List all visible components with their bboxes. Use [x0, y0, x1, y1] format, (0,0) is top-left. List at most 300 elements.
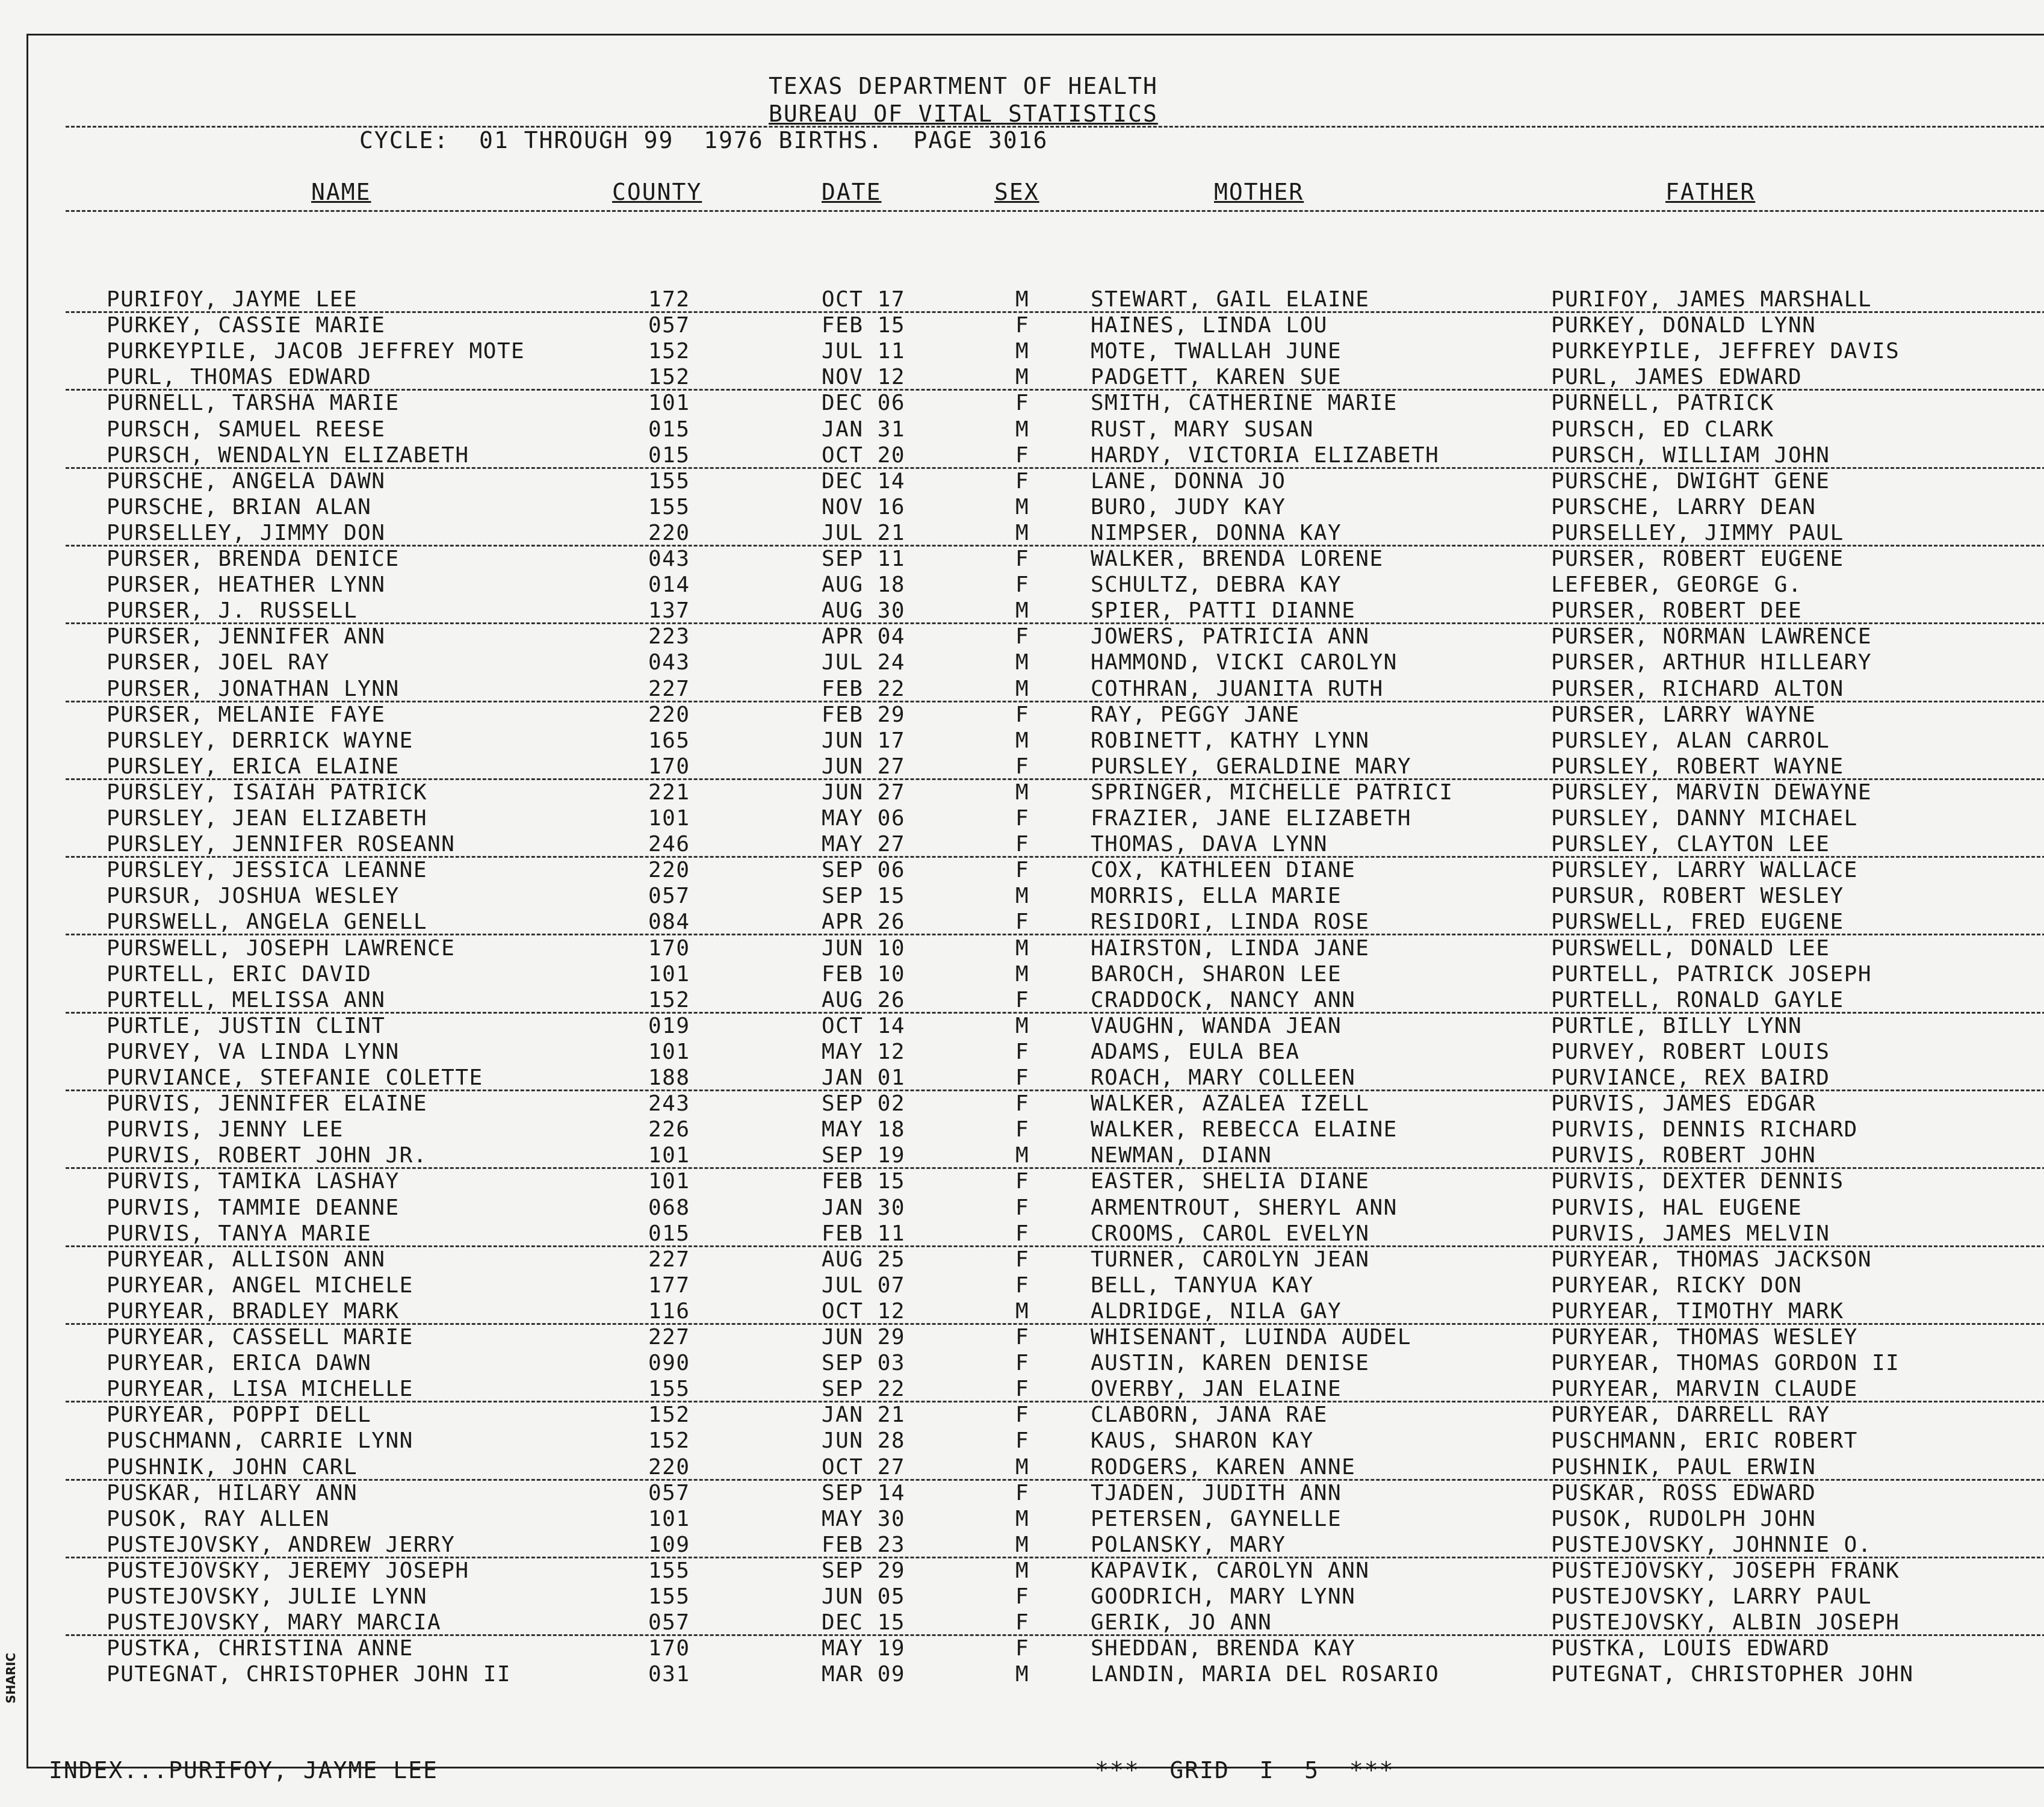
table-row [28, 547, 2044, 572]
cell-name: PUSOK, RAY ALLEN [107, 1506, 330, 1531]
cell-sex: F [1015, 1195, 1030, 1220]
cell-county: 101 [648, 391, 690, 416]
cell-sex: M [1015, 1013, 1030, 1038]
cell-mother: ROACH, MARY COLLEEN [1091, 1065, 1356, 1090]
cell-name: PURSLEY, JEAN ELIZABETH [107, 806, 427, 831]
cell-sex: F [1015, 858, 1030, 883]
header-line-2: BUREAU OF VITAL STATISTICS [769, 101, 1158, 127]
cell-name: PURTELL, MELISSA ANN [107, 987, 386, 1012]
cell-mother: HAMMOND, VICKI CAROLYN [1091, 650, 1398, 675]
cell-mother: WALKER, BRENDA LORENE [1091, 547, 1384, 571]
table-row [28, 313, 2044, 339]
cell-mother: POLANSKY, MARY [1091, 1532, 1286, 1557]
cell-date: JUN 17 [822, 728, 906, 753]
cell-name: PURSWELL, ANGELA GENELL [107, 910, 427, 935]
cell-name: PURKEYPILE, JACOB JEFFREY MOTE [107, 339, 525, 364]
cell-father: PURVIANCE, REX BAIRD [1551, 1065, 1830, 1090]
cell-father: PUSTEJOVSKY, JOSEPH FRANK [1551, 1558, 1900, 1583]
table-row [28, 754, 2044, 780]
cell-date: DEC 15 [822, 1610, 906, 1635]
cell-father: PURYEAR, DARRELL RAY [1551, 1403, 1830, 1428]
table-row [28, 884, 2044, 910]
cell-father: PURSER, NORMAN LAWRENCE [1551, 624, 1872, 649]
cell-county: 220 [648, 858, 690, 883]
cell-county: 155 [648, 1558, 690, 1583]
cell-father: PURSER, ROBERT DEE [1551, 598, 1803, 624]
cell-date: MAY 06 [822, 806, 906, 831]
cell-name: PURSLEY, JENNIFER ROSEANN [107, 832, 456, 857]
cell-date: MAY 18 [822, 1117, 906, 1142]
cell-county: 101 [648, 1506, 690, 1531]
cell-mother: SCHULTZ, DEBRA KAY [1091, 572, 1342, 598]
cell-date: OCT 12 [822, 1298, 906, 1324]
cell-name: PURYEAR, LISA MICHELLE [107, 1377, 413, 1402]
cell-mother: PURSLEY, GERALDINE MARY [1091, 754, 1411, 779]
cell-mother: THOMAS, DAVA LYNN [1091, 832, 1328, 857]
table-row [28, 1662, 2044, 1688]
cell-date: DEC 06 [822, 391, 906, 416]
cell-father: PURSLEY, MARVIN DEWAYNE [1551, 780, 1872, 805]
cell-county: 188 [648, 1065, 690, 1090]
cell-father: PURSWELL, FRED EUGENE [1551, 910, 1844, 935]
cell-father: PUSTEJOVSKY, JOHNNIE O. [1551, 1532, 1872, 1557]
cell-county: 246 [648, 832, 690, 857]
cell-mother: KAPAVIK, CAROLYN ANN [1091, 1558, 1370, 1583]
cell-county: 152 [648, 1403, 690, 1428]
table-row [28, 598, 2044, 624]
cell-name: PURSLEY, DERRICK WAYNE [107, 728, 413, 753]
cell-date: JAN 31 [822, 417, 906, 442]
table-row [28, 1117, 2044, 1143]
cell-name: PUTEGNAT, CHRISTOPHER JOHN II [107, 1662, 512, 1687]
table-row [28, 650, 2044, 676]
cell-county: 116 [648, 1298, 690, 1324]
cell-sex: F [1015, 468, 1030, 494]
cell-county: 057 [648, 1610, 690, 1635]
cell-county: 165 [648, 728, 690, 753]
cell-sex: F [1015, 1169, 1030, 1194]
cell-sex: M [1015, 1558, 1030, 1583]
cell-county: 043 [648, 547, 690, 571]
column-header-date: DATE [822, 179, 882, 205]
cell-mother: CROOMS, CAROL EVELYN [1091, 1221, 1370, 1246]
cell-name: PURVIS, ROBERT JOHN JR. [107, 1143, 427, 1168]
cell-father: PURVEY, ROBERT LOUIS [1551, 1039, 1830, 1064]
cell-mother: BURO, JUDY KAY [1091, 494, 1286, 519]
cell-date: JUN 10 [822, 935, 906, 961]
column-header-name: NAME [311, 179, 371, 205]
cell-name: PURTELL, ERIC DAVID [107, 961, 372, 987]
cell-father: PURSUR, ROBERT WESLEY [1551, 884, 1844, 909]
cell-name: PURNELL, TARSHA MARIE [107, 391, 400, 416]
cell-name: PURVIS, JENNIFER ELAINE [107, 1091, 427, 1117]
cell-sex: F [1015, 1480, 1030, 1505]
cell-mother: PETERSEN, GAYNELLE [1091, 1506, 1342, 1531]
cell-county: 014 [648, 572, 690, 598]
cell-father: PURSWELL, DONALD LEE [1551, 935, 1830, 961]
cell-father: PURTELL, PATRICK JOSEPH [1551, 961, 1872, 987]
cell-mother: NIMPSER, DONNA KAY [1091, 520, 1342, 545]
table-row [28, 1040, 2044, 1065]
table-row [28, 1377, 2044, 1403]
cell-name: PURSLEY, JESSICA LEANNE [107, 858, 427, 883]
cell-father: PURVIS, DENNIS RICHARD [1551, 1117, 1858, 1142]
cell-sex: F [1015, 1247, 1030, 1272]
cell-name: PURTLE, JUSTIN CLINT [107, 1013, 386, 1038]
cell-date: JUN 29 [822, 1325, 906, 1350]
table-row [28, 1195, 2044, 1221]
table-row [28, 1584, 2044, 1610]
cell-name: PUSTEJOVSKY, ANDREW JERRY [107, 1532, 456, 1557]
table-row [28, 1636, 2044, 1662]
cell-father: PUSHNIK, PAUL ERWIN [1551, 1454, 1816, 1480]
cell-county: 226 [648, 1117, 690, 1142]
cell-father: PURYEAR, THOMAS WESLEY [1551, 1325, 1858, 1350]
cell-sex: F [1015, 1403, 1030, 1428]
table-row [28, 521, 2044, 547]
cell-date: NOV 12 [822, 365, 906, 390]
cell-county: 090 [648, 1351, 690, 1376]
cell-name: PURL, THOMAS EDWARD [107, 365, 372, 390]
table-row [28, 1507, 2044, 1533]
cell-date: OCT 20 [822, 442, 906, 468]
cell-county: 015 [648, 442, 690, 468]
cell-mother: RESIDORI, LINDA ROSE [1091, 910, 1370, 935]
cell-father: PUSOK, RUDOLPH JOHN [1551, 1506, 1816, 1531]
cell-county: 227 [648, 676, 690, 701]
table-row [28, 469, 2044, 495]
footer-index: INDEX...PURIFOY, JAYME LEE [49, 1757, 438, 1784]
cell-mother: ADAMS, EULA BEA [1091, 1039, 1300, 1064]
cell-sex: F [1015, 1636, 1030, 1661]
cell-mother: RODGERS, KAREN ANNE [1091, 1454, 1356, 1480]
cell-father: PURSLEY, DANNY MICHAEL [1551, 806, 1858, 831]
cell-name: PURSELLEY, JIMMY DON [107, 520, 386, 545]
cell-date: JUL 07 [822, 1272, 906, 1298]
cell-name: PURSCHE, ANGELA DAWN [107, 468, 386, 494]
table-row [28, 391, 2044, 417]
cell-sex: M [1015, 598, 1030, 624]
cell-date: FEB 15 [822, 313, 906, 338]
cell-name: PUSTEJOVSKY, JULIE LYNN [107, 1584, 427, 1609]
cell-county: 068 [648, 1195, 690, 1220]
cell-father: PURTELL, RONALD GAYLE [1551, 987, 1844, 1012]
table-row [28, 1533, 2044, 1558]
cell-date: MAR 09 [822, 1662, 906, 1687]
cell-date: FEB 29 [822, 702, 906, 727]
cell-county: 101 [648, 1169, 690, 1194]
cell-name: PUSKAR, HILARY ANN [107, 1480, 358, 1505]
cell-date: SEP 19 [822, 1143, 906, 1168]
cell-county: 101 [648, 1143, 690, 1168]
cell-county: 152 [648, 987, 690, 1012]
cell-father: PUTEGNAT, CHRISTOPHER JOHN [1551, 1662, 1914, 1687]
cell-name: PURIFOY, JAYME LEE [107, 287, 358, 312]
cell-sex: F [1015, 572, 1030, 598]
cell-mother: KAUS, SHARON KAY [1091, 1428, 1314, 1454]
cell-name: PURYEAR, POPPI DELL [107, 1403, 372, 1428]
cell-sex: F [1015, 1377, 1030, 1402]
table-row [28, 728, 2044, 754]
cell-name: PURVIANCE, STEFANIE COLETTE [107, 1065, 483, 1090]
cell-name: PURSER, JENNIFER ANN [107, 624, 386, 649]
cell-mother: WALKER, REBECCA ELAINE [1091, 1117, 1398, 1142]
cell-county: 101 [648, 1039, 690, 1064]
cell-mother: TURNER, CAROLYN JEAN [1091, 1247, 1370, 1272]
table-row [28, 1273, 2044, 1299]
cell-sex: F [1015, 1221, 1030, 1246]
cell-date: MAY 19 [822, 1636, 906, 1661]
cell-sex: M [1015, 884, 1030, 909]
cell-county: 031 [648, 1662, 690, 1687]
cell-mother: HARDY, VICTORIA ELIZABETH [1091, 442, 1440, 468]
cell-county: 221 [648, 780, 690, 805]
cell-sex: M [1015, 1298, 1030, 1324]
cell-mother: FRAZIER, JANE ELIZABETH [1091, 806, 1411, 831]
cell-county: 152 [648, 365, 690, 390]
cell-date: FEB 22 [822, 676, 906, 701]
cell-county: 152 [648, 339, 690, 364]
cell-county: 019 [648, 1013, 690, 1038]
table-row [28, 832, 2044, 858]
cell-sex: F [1015, 391, 1030, 416]
table-row [28, 417, 2044, 443]
table-row [28, 1299, 2044, 1325]
cell-mother: ROBINETT, KATHY LYNN [1091, 728, 1370, 753]
table-row [28, 1014, 2044, 1040]
cell-name: PURVEY, VA LINDA LYNN [107, 1039, 400, 1064]
cell-county: 155 [648, 1584, 690, 1609]
cell-date: JUN 27 [822, 754, 906, 779]
cell-county: 177 [648, 1272, 690, 1298]
cell-date: FEB 15 [822, 1169, 906, 1194]
cell-sex: F [1015, 1325, 1030, 1350]
cell-father: PUSTEJOVSKY, LARRY PAUL [1551, 1584, 1872, 1609]
table-row [28, 806, 2044, 832]
table-row [28, 962, 2044, 988]
cell-mother: AUSTIN, KAREN DENISE [1091, 1351, 1370, 1376]
cell-sex: F [1015, 1272, 1030, 1298]
cell-date: JUL 11 [822, 339, 906, 364]
cell-father: PURYEAR, THOMAS JACKSON [1551, 1247, 1872, 1272]
cell-county: 170 [648, 754, 690, 779]
table-row [28, 988, 2044, 1014]
cell-sex: M [1015, 365, 1030, 390]
cell-date: SEP 15 [822, 884, 906, 909]
cell-father: PUSKAR, ROSS EDWARD [1551, 1480, 1816, 1505]
cell-father: PURSLEY, ALAN CARROL [1551, 728, 1830, 753]
cell-mother: WHISENANT, LUINDA AUDEL [1091, 1325, 1411, 1350]
cell-father: PURSCH, WILLIAM JOHN [1551, 442, 1830, 468]
cell-father: PURSLEY, CLAYTON LEE [1551, 832, 1830, 857]
cell-date: SEP 29 [822, 1558, 906, 1583]
side-stamp: SHARIC [4, 1652, 18, 1703]
cell-sex: F [1015, 624, 1030, 649]
cell-date: SEP 22 [822, 1377, 906, 1402]
cell-date: DEC 14 [822, 468, 906, 494]
table-row [28, 1169, 2044, 1195]
cell-mother: VAUGHN, WANDA JEAN [1091, 1013, 1342, 1038]
divider-columns [66, 210, 2044, 212]
cell-county: 170 [648, 935, 690, 961]
cell-name: PURSER, HEATHER LYNN [107, 572, 386, 598]
cell-county: 101 [648, 961, 690, 987]
header-line-3: CYCLE: 01 THROUGH 99 1976 BIRTHS. PAGE 3016 [359, 127, 1048, 153]
cell-county: 057 [648, 884, 690, 909]
column-header-mother: MOTHER [1214, 179, 1304, 205]
cell-mother: STEWART, GAIL ELAINE [1091, 287, 1370, 312]
cell-date: JUN 28 [822, 1428, 906, 1454]
cell-mother: COTHRAN, JUANITA RUTH [1091, 676, 1384, 701]
cell-date: FEB 23 [822, 1532, 906, 1557]
table-row [28, 1065, 2044, 1091]
table-row [28, 1610, 2044, 1636]
cell-father: PURIFOY, JAMES MARSHALL [1551, 287, 1872, 312]
cell-date: JUN 05 [822, 1584, 906, 1609]
cell-mother: COX, KATHLEEN DIANE [1091, 858, 1356, 883]
cell-county: 015 [648, 417, 690, 442]
column-header-county: COUNTY [612, 179, 702, 205]
cell-mother: HAIRSTON, LINDA JANE [1091, 935, 1370, 961]
cell-date: SEP 14 [822, 1480, 906, 1505]
cell-mother: LANE, DONNA JO [1091, 468, 1286, 494]
cell-date: JAN 01 [822, 1065, 906, 1090]
column-header-father: FATHER [1665, 179, 1756, 205]
cell-sex: M [1015, 339, 1030, 364]
table-row [28, 1351, 2044, 1377]
table-row [28, 365, 2044, 391]
cell-father: PURVIS, HAL EUGENE [1551, 1195, 1803, 1220]
cell-mother: SHEDDAN, BRENDA KAY [1091, 1636, 1356, 1661]
cell-date: SEP 03 [822, 1351, 906, 1376]
cell-mother: HAINES, LINDA LOU [1091, 313, 1328, 338]
cell-mother: BELL, TANYUA KAY [1091, 1272, 1314, 1298]
cell-sex: F [1015, 1351, 1030, 1376]
cell-mother: ALDRIDGE, NILA GAY [1091, 1298, 1342, 1324]
cell-father: PURSER, ARTHUR HILLEARY [1551, 650, 1872, 675]
table-row [28, 1325, 2044, 1351]
cell-date: JUN 27 [822, 780, 906, 805]
cell-date: SEP 11 [822, 547, 906, 571]
cell-mother: GOODRICH, MARY LYNN [1091, 1584, 1356, 1609]
cell-father: PURKEY, DONALD LYNN [1551, 313, 1816, 338]
cell-name: PURYEAR, ALLISON ANN [107, 1247, 386, 1272]
cell-father: PURSER, ROBERT EUGENE [1551, 547, 1844, 571]
cell-date: FEB 11 [822, 1221, 906, 1246]
cell-date: JAN 30 [822, 1195, 906, 1220]
cell-father: PURYEAR, TIMOTHY MARK [1551, 1298, 1844, 1324]
cell-sex: M [1015, 650, 1030, 675]
cell-date: SEP 06 [822, 858, 906, 883]
cell-date: NOV 16 [822, 494, 906, 519]
table-row [28, 910, 2044, 935]
cell-name: PURSLEY, ERICA ELAINE [107, 754, 400, 779]
cell-mother: MORRIS, ELLA MARIE [1091, 884, 1342, 909]
cell-sex: M [1015, 780, 1030, 805]
cell-sex: M [1015, 961, 1030, 987]
cell-name: PURSER, JONATHAN LYNN [107, 676, 400, 701]
cell-name: PURVIS, TANYA MARIE [107, 1221, 372, 1246]
cell-mother: SPRINGER, MICHELLE PATRICI [1091, 780, 1454, 805]
cell-father: PURYEAR, RICKY DON [1551, 1272, 1803, 1298]
cell-date: JAN 21 [822, 1403, 906, 1428]
cell-name: PURKEY, CASSIE MARIE [107, 313, 386, 338]
cell-mother: WALKER, AZALEA IZELL [1091, 1091, 1370, 1117]
table-row [28, 1221, 2044, 1247]
cell-sex: F [1015, 313, 1030, 338]
table-row [28, 1143, 2044, 1169]
cell-mother: CLABORN, JANA RAE [1091, 1403, 1328, 1428]
cell-name: PURSUR, JOSHUA WESLEY [107, 884, 400, 909]
cell-county: 043 [648, 650, 690, 675]
cell-sex: F [1015, 1428, 1030, 1454]
cell-sex: M [1015, 728, 1030, 753]
cell-sex: F [1015, 1584, 1030, 1609]
cell-father: PURTLE, BILLY LYNN [1551, 1013, 1803, 1038]
cell-sex: M [1015, 676, 1030, 701]
cell-father: PURSER, RICHARD ALTON [1551, 676, 1844, 701]
cell-mother: JOWERS, PATRICIA ANN [1091, 624, 1370, 649]
cell-sex: M [1015, 287, 1030, 312]
cell-name: PURSER, J. RUSSELL [107, 598, 358, 624]
cell-mother: EASTER, SHELIA DIANE [1091, 1169, 1370, 1194]
cell-father: PURSCH, ED CLARK [1551, 417, 1774, 442]
cell-date: AUG 30 [822, 598, 906, 624]
footer-grid: *** GRID I 5 *** [1095, 1757, 1395, 1784]
table-row [28, 677, 2044, 702]
cell-sex: M [1015, 935, 1030, 961]
cell-mother: RAY, PEGGY JANE [1091, 702, 1300, 727]
cell-sex: F [1015, 702, 1030, 727]
cell-county: 057 [648, 1480, 690, 1505]
cell-mother: LANDIN, MARIA DEL ROSARIO [1091, 1662, 1440, 1687]
cell-name: PURVIS, TAMIKA LASHAY [107, 1169, 400, 1194]
cell-sex: M [1015, 1506, 1030, 1531]
table-row [28, 1558, 2044, 1584]
table-row [28, 1428, 2044, 1454]
cell-county: 220 [648, 520, 690, 545]
cell-sex: M [1015, 1662, 1030, 1687]
cell-county: 243 [648, 1091, 690, 1117]
table-row [28, 1247, 2044, 1273]
cell-name: PURYEAR, CASSELL MARIE [107, 1325, 413, 1350]
cell-county: 220 [648, 1454, 690, 1480]
cell-father: PURYEAR, MARVIN CLAUDE [1551, 1377, 1858, 1402]
table-row [28, 1455, 2044, 1481]
cell-name: PURSER, BRENDA DENICE [107, 547, 400, 571]
cell-mother: SPIER, PATTI DIANNE [1091, 598, 1356, 624]
cell-county: 137 [648, 598, 690, 624]
cell-sex: M [1015, 1143, 1030, 1168]
cell-father: PURVIS, JAMES MELVIN [1551, 1221, 1830, 1246]
cell-name: PUSTEJOVSKY, MARY MARCIA [107, 1610, 442, 1635]
cell-father: PUSTEJOVSKY, ALBIN JOSEPH [1551, 1610, 1900, 1635]
cell-mother: MOTE, TWALLAH JUNE [1091, 339, 1342, 364]
cell-date: APR 26 [822, 910, 906, 935]
cell-county: 155 [648, 1377, 690, 1402]
cell-name: PUSHNIK, JOHN CARL [107, 1454, 358, 1480]
table-row [28, 702, 2044, 728]
cell-date: JUL 24 [822, 650, 906, 675]
cell-name: PUSTKA, CHRISTINA ANNE [107, 1636, 413, 1661]
cell-father: PURSLEY, LARRY WALLACE [1551, 858, 1858, 883]
cell-county: 155 [648, 468, 690, 494]
cell-mother: ARMENTROUT, SHERYL ANN [1091, 1195, 1398, 1220]
table-row [28, 1403, 2044, 1428]
cell-name: PURSLEY, ISAIAH PATRICK [107, 780, 427, 805]
column-header-sex: SEX [994, 179, 1039, 205]
cell-sex: M [1015, 520, 1030, 545]
